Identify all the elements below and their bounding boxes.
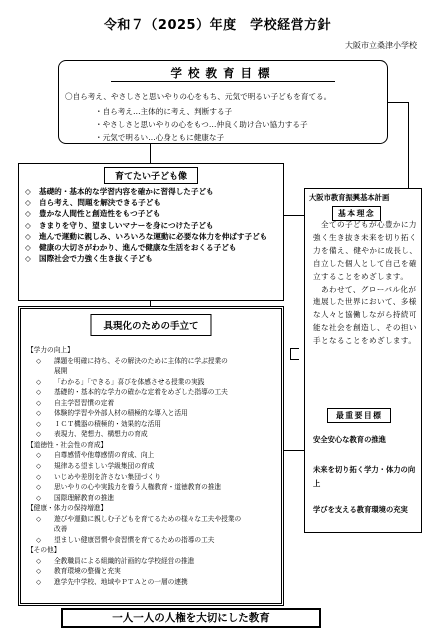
school-goals-main: 〇自ら考え、やさしさと思いやりの心をもち、元気で明るい子どもを育てる。: [65, 92, 332, 101]
priority-target-1: 安全安心な教育の推進: [313, 435, 386, 444]
list-item: [25, 242, 267, 253]
diamond-icon: ◇: [25, 254, 31, 264]
diamond-icon: ◇: [25, 220, 31, 230]
diamond-icon: ◇: [36, 578, 42, 587]
slogan-banner: 一人一人の人権を大切にした教育: [61, 608, 321, 628]
list-item-text: 進学先中学校、地域やＰＴＡとの一層の連携: [54, 578, 188, 587]
school-goal-sub-2: ・やさしさと思いやりの心をもつ…仲良く助け合い協力する子: [95, 120, 308, 129]
paragraph: 全ての子どもが心豊かに力強く生き抜き未来を切り拓く力を備え、健やかに成長し、自立した個人として自己を確立することをめざします。: [313, 220, 418, 281]
school-goals-box: [58, 60, 388, 144]
list-item-text: 自主学習習慣の定着: [54, 398, 115, 407]
list-item: [27, 377, 277, 388]
basic-philosophy-text: [313, 219, 419, 348]
list-item: [27, 387, 277, 398]
diamond-icon: ◇: [36, 430, 42, 439]
list-item-text: 国際理解教育の推進: [54, 493, 115, 502]
list-item-text: 課題を明確に持ち、その解決のために主体的に学ぶ授業の: [54, 356, 228, 365]
list-item-text: 国際社会で力強く生き抜く子ども: [39, 254, 153, 264]
diamond-icon: ◇: [25, 231, 31, 241]
diamond-icon: ◇: [36, 535, 42, 544]
list-item: [27, 419, 277, 430]
list-item-text: 健康の大切さがわかり、進んで健康な生活をおくる子ども: [39, 243, 237, 253]
diamond-icon: ◇: [36, 451, 42, 460]
list-item-text: 体験的学習や外部人材の積極的な導入と活用: [54, 409, 188, 418]
diamond-icon: ◇: [25, 187, 31, 196]
priority-target-3: 学びを支える教育環境の充実: [313, 505, 408, 514]
paragraph: あわせて、グローバル化が進展した世界において、多様な人々と協働しながら持続可能な社会を創造し、その担い手となることをめざします。: [313, 284, 417, 346]
list-item-text: 基礎的・基本的な学習内容を確かに習得した子ども: [39, 187, 214, 196]
school-goal-sub-1: ・自ら考え…主体的に考え、判断する子: [95, 107, 233, 116]
school-goal-sub-3: ・元気で明るい…心身ともに健康な子: [95, 133, 225, 142]
list-item-text: 豊かな人間性と創造性をもつ子ども: [39, 209, 161, 219]
list-item: [25, 197, 267, 208]
desired-children-heading: 育てたい子ども像: [104, 167, 198, 184]
connector-line: [284, 215, 304, 216]
implementation-steps-heading: 具現化のための手立て: [90, 314, 211, 336]
list-item: [25, 208, 267, 219]
implementation-steps-box: [18, 306, 284, 606]
diamond-icon: ◇: [36, 472, 42, 481]
list-item: [27, 493, 277, 504]
diamond-icon: ◇: [36, 356, 42, 365]
list-item: [27, 472, 277, 483]
list-item: [27, 514, 277, 525]
list-item: [25, 186, 267, 197]
list-item: [27, 556, 277, 567]
school-goals-heading: 学校教育目標: [170, 66, 276, 80]
list-item-text: 「わかる」「できる」喜びを体感させる授業の実践: [54, 377, 205, 386]
connector-bracket: [290, 348, 299, 360]
list-item: [27, 429, 277, 440]
list-item: [27, 535, 277, 546]
list-item: [25, 231, 267, 242]
list-item: [25, 220, 267, 231]
list-item-text: 表現力、発想力、構想力の育成: [54, 430, 148, 439]
list-item: [27, 566, 277, 577]
connector-line: [388, 102, 408, 103]
list-item-text: 進んで運動に親しみ、いろいろな運動に必要な体力を伸ばす子ども: [39, 231, 268, 241]
basic-philosophy-paragraphs: [313, 219, 419, 348]
diamond-icon: ◇: [36, 409, 42, 418]
connector-line: [408, 102, 409, 188]
page-title: 令和７（2025）年度 学校経営方針: [103, 18, 332, 33]
list-item-text: いじめや差別を許さない集団づくり: [54, 472, 161, 481]
list-item-continuation: 展開: [54, 367, 68, 376]
list-item: [27, 482, 277, 493]
diamond-icon: ◇: [36, 419, 42, 428]
desired-children-box: [18, 163, 284, 301]
education-plan-box: [304, 188, 422, 533]
diamond-icon: ◇: [25, 198, 31, 208]
diamond-icon: ◇: [36, 483, 42, 492]
diamond-icon: ◇: [25, 243, 31, 253]
list-item: [27, 577, 277, 588]
list-item-text: きまりを守り、望ましいマナーを身につけた子ども: [39, 220, 214, 230]
category-heading: 【道徳性・社会性の育成】: [27, 440, 108, 449]
list-item: [27, 356, 277, 367]
list-item-text: 思いやりの心や実践力を養う人権教育・道徳教育の推進: [54, 483, 222, 492]
list-item-text: 自ら考え、問題を解決できる子ども: [39, 198, 161, 208]
heading-underline: [111, 81, 335, 82]
priority-target-2: 未来を切り拓く学力・体力の向上: [313, 465, 416, 488]
list-item-continuation: 改善: [54, 525, 68, 534]
implementation-steps-list: [27, 345, 277, 588]
diamond-icon: ◇: [36, 556, 42, 565]
list-item: [27, 408, 277, 419]
category-heading: 【学力の向上】: [27, 346, 74, 354]
diamond-icon: ◇: [36, 493, 42, 502]
list-item-text: 規律ある望ましい学級集団の育成: [54, 462, 155, 471]
basic-philosophy-label: 基本理念: [332, 206, 381, 221]
diamond-icon: ◇: [36, 388, 42, 397]
diamond-icon: ◇: [36, 398, 42, 407]
list-item: [27, 461, 277, 472]
education-plan-title: 大阪市教育振興基本計画: [309, 193, 390, 202]
diamond-icon: ◇: [36, 514, 42, 523]
list-item-text: ＩＣＴ機器の積極的・効果的な活用: [54, 419, 161, 428]
list-item-text: 教育環境の整備と充実: [54, 567, 121, 576]
list-item: [25, 253, 267, 264]
connector-line: [284, 450, 304, 451]
diamond-icon: ◇: [36, 462, 42, 471]
desired-children-list: [25, 186, 267, 264]
list-item-text: 遊びや運動に親しむ子どもを育てるための様々な工夫や授業の: [54, 514, 242, 523]
list-item-text: 基礎的・基本的な学力の確かな定着をめざした指導の工夫: [54, 388, 228, 397]
category-heading: 【その他】: [27, 546, 61, 555]
school-name: 大阪市立桑津小学校: [345, 41, 417, 50]
top-priority-label: 最重要目標: [327, 408, 391, 423]
diamond-icon: ◇: [25, 209, 31, 219]
list-item-text: 望ましい健康習慣や食習慣を育てるための指導の工夫: [54, 535, 215, 544]
list-item: [27, 450, 277, 461]
list-item-text: 自尊感情や他尊感情の育成、向上: [54, 451, 155, 460]
list-item: [27, 398, 277, 409]
list-item-text: 全教職員による組織的計画的な学校経営の推進: [54, 556, 195, 565]
diamond-icon: ◇: [36, 567, 42, 576]
connector-line: [150, 144, 151, 163]
diamond-icon: ◇: [36, 377, 42, 386]
category-heading: 【健康・体力の保持増進】: [27, 504, 108, 513]
